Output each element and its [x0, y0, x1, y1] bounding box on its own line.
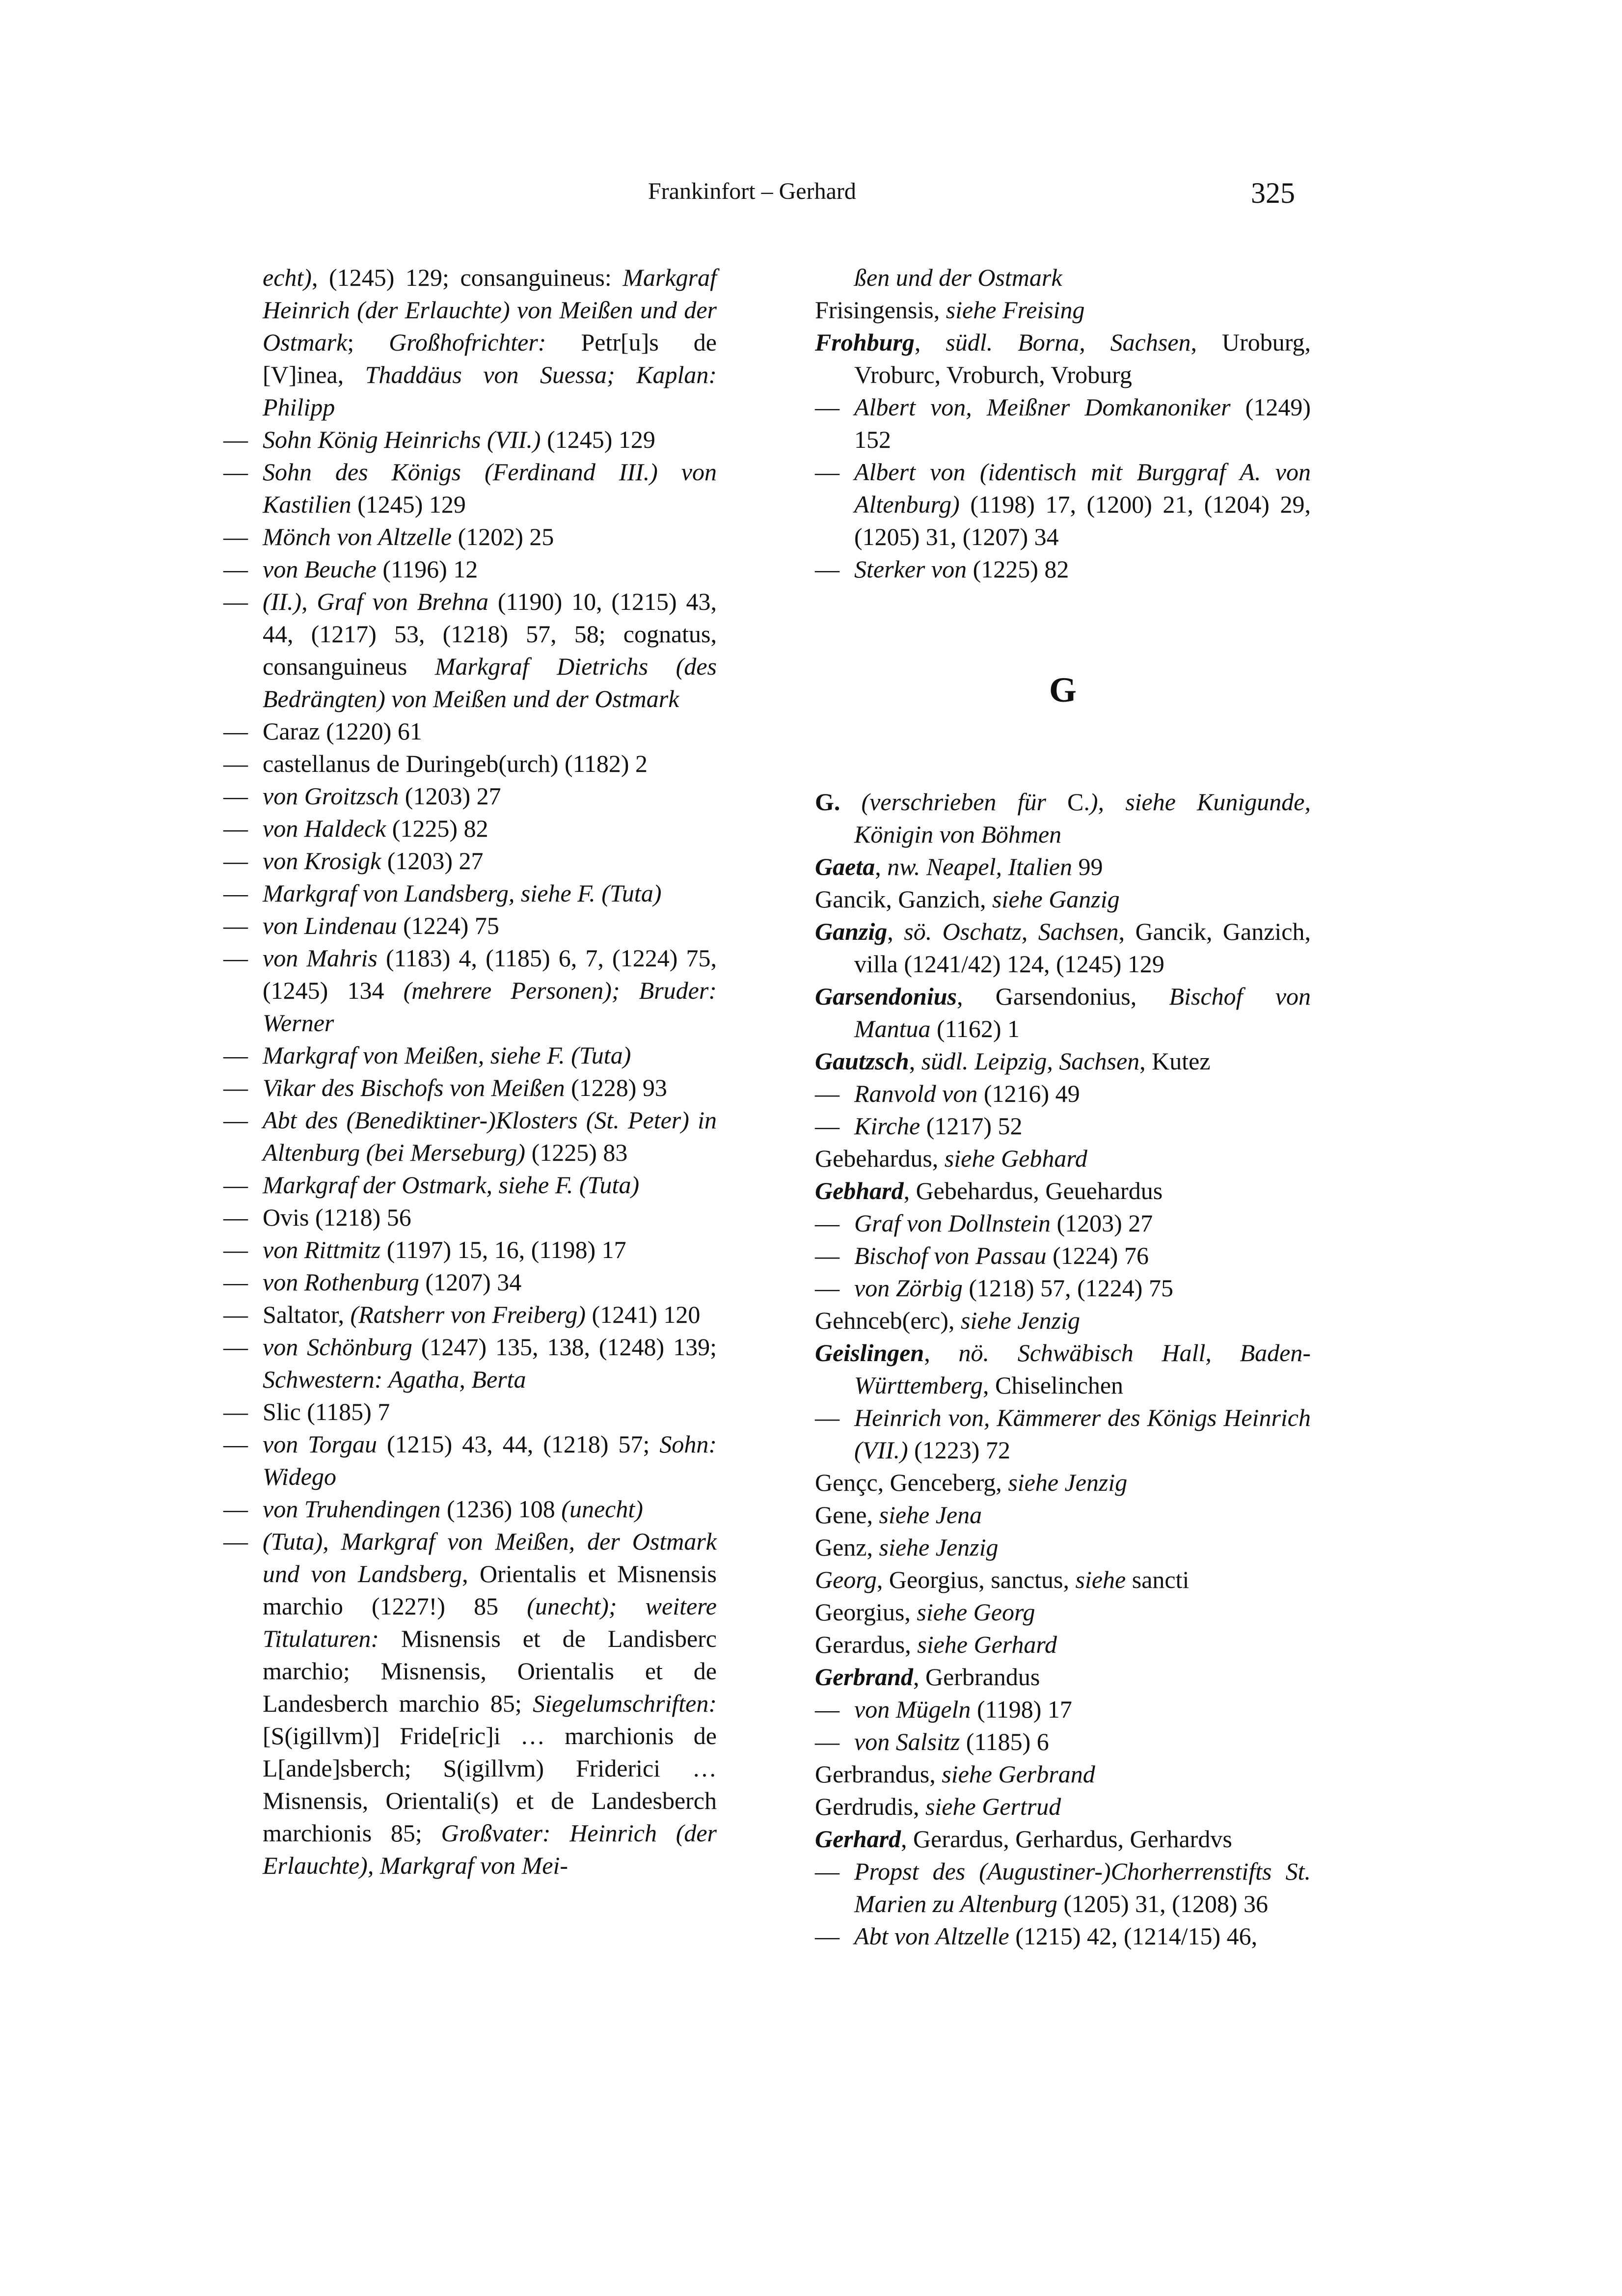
entry-text: Saltator, [263, 1301, 351, 1328]
subentry-dash: — [223, 426, 248, 453]
index-entry [815, 1466, 1311, 1499]
entry-text: siehe Gerbrand [942, 1760, 1095, 1788]
entry-text: (1225) 82 [386, 815, 488, 842]
subentry-dash: — [815, 1922, 839, 1950]
entry-text: sancti [1126, 1566, 1189, 1593]
entry-text: Kirche [854, 1112, 920, 1140]
subentry-dash: — [223, 523, 248, 550]
entry-text: siehe Jena [879, 1501, 982, 1529]
entry-text: (1203) 27 [1050, 1209, 1153, 1237]
entry-text: Gerdrudis, [815, 1793, 925, 1820]
entry-text: (1245) 129 [541, 426, 655, 453]
index-entry [815, 1661, 1311, 1693]
entry-text: siehe Jenzig [961, 1307, 1080, 1334]
left-column [223, 261, 717, 1882]
entry-text: , Garsendonius, [957, 983, 1169, 1010]
index-entry [815, 1499, 1311, 1531]
entry-text: (1249) 152 [854, 393, 1311, 453]
entry-text: (1225) 82 [967, 555, 1069, 583]
subentry-dash: — [815, 1242, 839, 1269]
entry-text: ; [347, 328, 389, 356]
index-entry [815, 326, 1311, 391]
subentry-dash: — [223, 1203, 248, 1231]
entry-text: (Tuta), Markgraf von Meißen, der Ostmark und von Landsberg [263, 1528, 717, 1587]
entry-text: (unecht); weitere Titulaturen: [263, 1592, 717, 1652]
index-subentry [223, 942, 717, 1039]
subentry-dash: — [223, 1268, 248, 1296]
subentry-dash: — [223, 1171, 248, 1199]
page-number: 325 [1251, 177, 1295, 209]
entry-text: Heinrich von, Kämmerer des Königs Heinrich (VII.) [854, 1404, 1311, 1464]
entry-text: Mönch von Altzelle [263, 523, 452, 550]
entry-text: Sohn: Widego [263, 1430, 717, 1490]
entry-text: (1216) 49 [977, 1080, 1080, 1107]
entry-text: (1247) 135, 138, (1248) 139; [412, 1333, 717, 1361]
entry-text: von Mahris [263, 944, 378, 972]
entry-text: von Haldeck [263, 815, 386, 842]
entry-text: (1196) 12 [376, 555, 478, 583]
lemma-headword: Ganzig [815, 918, 888, 945]
right-column [815, 261, 1311, 1952]
entry-text: sö. Oschatz, Sachsen [904, 918, 1119, 945]
entry-text: (1217) 52 [920, 1112, 1023, 1140]
entry-text: von Lindenau [263, 912, 397, 939]
subentry-dash: — [223, 1430, 248, 1458]
entry-text: (1223) 72 [908, 1436, 1010, 1464]
index-subentry [815, 1207, 1311, 1239]
entry-text: Markgraf Heinrich (der Erlauchte) von Meißen und der Ostmark [263, 264, 717, 356]
entry-text: Bischof von Mantua [854, 983, 1311, 1042]
entry-text: Sterker von [854, 555, 967, 583]
index-subentry [223, 1169, 717, 1201]
subentry-dash: — [223, 1236, 248, 1263]
entry-text: C. [1046, 788, 1090, 816]
entry-text: von Schönburg [263, 1333, 412, 1361]
subentry-dash: — [815, 1209, 839, 1237]
subentry-dash: — [223, 588, 248, 615]
entry-text: siehe [1075, 1566, 1126, 1593]
entry-text: siehe Jenzig [879, 1533, 999, 1561]
entry-text: (1202) 25 [452, 523, 554, 550]
entry-text: Ovis (1218) 56 [263, 1203, 411, 1231]
index-subentry [223, 553, 717, 585]
subentry-dash: — [815, 1404, 839, 1431]
entry-text: südl. Borna, Sachsen [946, 328, 1191, 356]
entry-text: siehe Gertrud [925, 1793, 1061, 1820]
index-entry [815, 883, 1311, 915]
index-subentry [223, 1104, 717, 1169]
entry-text: (mehrere Personen); Bruder: Werner [263, 977, 717, 1037]
index-subentry [815, 391, 1311, 456]
entry-text: 99 [1072, 853, 1103, 880]
entry-text: echt) [263, 264, 312, 291]
index-subentry [815, 456, 1311, 553]
index-subentry [815, 553, 1311, 585]
entry-text: (verschrieben für [861, 788, 1046, 816]
entry-text: Slic (1185) 7 [263, 1398, 390, 1425]
lemma-headword: Gaeta [815, 853, 875, 880]
index-subentry [223, 456, 717, 520]
entry-text: (1245) 129 [351, 491, 466, 518]
entry-text [840, 788, 861, 816]
entry-text: von Rittmitz [263, 1236, 381, 1263]
entry-text: nö. Schwäbisch Hall, Baden-Württemberg [854, 1339, 1311, 1399]
index-subentry [223, 877, 717, 909]
entry-text: Gençc, Genceberg, [815, 1469, 1008, 1496]
entry-text: von Truhendingen [263, 1495, 441, 1523]
entry-text: (1205) 31, (1208) 36 [1057, 1890, 1268, 1917]
index-subentry [815, 1110, 1311, 1142]
index-subentry [223, 1493, 717, 1525]
index-subentry [223, 780, 717, 812]
index-subentry [223, 1071, 717, 1104]
entry-text: (1183) 4, (1185) 6, 7, (1224) 75, (1245) 134 [263, 944, 717, 1004]
subentry-dash: — [815, 1858, 839, 1885]
entry-text: Albert von (identisch mit Burggraf A. von Altenburg) [854, 458, 1311, 518]
entry-text: Großvater: Heinrich (der Erlauchte), Markgraf von Mei- [263, 1819, 717, 1879]
right-column-entries-g [815, 786, 1311, 1952]
index-subentry [815, 1725, 1311, 1758]
entry-text: siehe Gerhard [917, 1631, 1057, 1658]
subentry-dash: — [815, 555, 839, 583]
subentry-dash: — [223, 1041, 248, 1069]
entry-text: (1241) 120 [586, 1301, 701, 1328]
entry-text: Großhofrichter: [389, 328, 546, 356]
lemma-headword: Garsendonius [815, 983, 957, 1010]
entry-text: [S(igillvm)] Fride[ric]i … marchionis de L[ande]sberch; S(igillvm) Friderici … Misnensis, Orientali(s) et de Landesberch marchionis 85; [263, 1722, 717, 1847]
index-entry [815, 1045, 1311, 1077]
entry-text: (1197) 15, 16, (1198) 17 [380, 1236, 626, 1263]
index-entry [815, 1563, 1311, 1596]
entry-text: (1185) 6 [960, 1728, 1049, 1755]
entry-text: (1215) 42, (1214/15) 46, [1009, 1922, 1258, 1950]
entry-text: Gebehardus, [815, 1145, 945, 1172]
index-subentry [223, 812, 717, 845]
entry-text: Gene, [815, 1501, 879, 1529]
entry-text: Siegelumschriften: [533, 1690, 717, 1717]
entry-text: , Kutez [1139, 1047, 1211, 1075]
entry-text: , Georgius, sanctus, [876, 1566, 1076, 1593]
subentry-dash: — [223, 1528, 248, 1555]
index-subentry [223, 1201, 717, 1233]
entry-text: castellanus de Duringeb(urch) (1182) 2 [263, 750, 648, 777]
entry-text: Markgraf Dietrichs (des Bedrängten) von Meißen und der Ostmark [263, 653, 717, 712]
lemma-headword: Frohburg [815, 328, 915, 356]
entry-text: (1228) 93 [565, 1074, 667, 1101]
entry-text: von Salsitz [854, 1728, 960, 1755]
entry-text: Thaddäus von Suessa; Kaplan: Philipp [263, 361, 717, 421]
index-subentry [223, 845, 717, 877]
entry-text: , [909, 1047, 921, 1075]
index-subentry [223, 1266, 717, 1298]
entry-text: Schwestern: Agatha, Berta [263, 1366, 526, 1393]
entry-text: Gehnceb(erc), [815, 1307, 961, 1334]
index-entry [815, 1175, 1311, 1207]
index-subentry [223, 585, 717, 715]
entry-text: (1236) 108 [440, 1495, 562, 1523]
entry-text: , [875, 853, 888, 880]
entry-text: Sohn König Heinrichs (VII.) [263, 426, 541, 453]
entry-text: , Gebehardus, Geuehardus [903, 1177, 1163, 1204]
entry-text: Markgraf der Ostmark, siehe F. (Tuta) [263, 1171, 640, 1199]
index-subentry [223, 1525, 717, 1882]
index-entry [815, 1758, 1311, 1790]
entry-text: , Gancik, Ganzich, villa (1241/42) 124, (1245) 129 [854, 918, 1311, 978]
subentry-dash: — [223, 555, 248, 583]
index-entry [815, 1823, 1311, 1855]
entry-text: Sohn des Königs (Ferdinand III.) von Kastilien [263, 458, 717, 518]
subentry-dash: — [223, 782, 248, 810]
entry-text: G. [815, 788, 840, 816]
entry-text: (1218) 57, (1224) 75 [962, 1274, 1173, 1302]
entry-text: (1162) 1 [930, 1015, 1020, 1042]
subentry-dash: — [815, 1695, 839, 1723]
entry-text: Propst des (Augustiner-)Chorherrenstifts St. Marien zu Altenburg [854, 1858, 1311, 1917]
running-head: Frankinfort – Gerhard [648, 178, 856, 204]
subentry-dash: — [815, 458, 839, 486]
entry-text: von Beuche [263, 555, 377, 583]
entry-text: (1224) 76 [1046, 1242, 1149, 1269]
index-entry-continuation [223, 261, 717, 423]
index-subentry [223, 909, 717, 942]
entry-text: ßen und der Ostmark [854, 264, 1062, 291]
index-subentry [223, 1298, 717, 1331]
entry-text: Albert von, Meißner Domkanoniker [854, 393, 1231, 421]
index-entry [815, 1337, 1311, 1401]
index-entry [815, 915, 1311, 980]
entry-text: , [887, 918, 904, 945]
index-entry [815, 1531, 1311, 1563]
index-subentry [223, 423, 717, 456]
entry-text: südl. Leipzig, Sachsen [921, 1047, 1140, 1075]
entry-text: , Gerardus, Gerhardus, Gerhardvs [901, 1825, 1232, 1853]
entry-text: , [914, 328, 946, 356]
lemma-headword: Geislingen [815, 1339, 924, 1367]
subentry-dash: — [815, 1274, 839, 1302]
subentry-dash: — [223, 1106, 248, 1134]
entry-text: Caraz (1220) 61 [263, 717, 422, 745]
index-subentry [815, 1693, 1311, 1725]
section-letter: G [1049, 670, 1077, 710]
entry-text: , (1245) 129; consanguineus: [311, 264, 623, 291]
entry-text: Gancik, Ganzich, [815, 885, 992, 913]
index-subentry [223, 1331, 717, 1395]
entry-text: Ranvold von [854, 1080, 978, 1107]
entry-text: Abt von Altzelle [854, 1922, 1009, 1950]
entry-text: Misnensis et de Landisberc marchio; Misnensis, Orientalis et de Landesberch marchio 85; [263, 1625, 717, 1717]
entry-text: Gerbrandus, [815, 1760, 942, 1788]
index-entry [815, 294, 1311, 326]
entry-text: , Orientalis et Misnensis marchio (1227!) 85 [263, 1560, 717, 1620]
entry-text: , Uroburg, Vroburc, Vroburch, Vroburg [854, 328, 1311, 388]
lemma-headword: Gerbrand [815, 1663, 914, 1691]
index-subentry [815, 1855, 1311, 1920]
entry-text: (unecht) [561, 1495, 643, 1523]
index-entry [815, 1304, 1311, 1337]
index-entry [815, 786, 1311, 850]
index-entry [815, 1142, 1311, 1175]
subentry-dash: — [223, 879, 248, 907]
lemma-headword: Gautzsch [815, 1047, 909, 1075]
entry-text: siehe Gebhard [944, 1145, 1087, 1172]
entry-text: (1224) 75 [397, 912, 499, 939]
index-subentry [815, 1239, 1311, 1272]
entry-text: Markgraf von Meißen, siehe F. (Tuta) [263, 1041, 631, 1069]
entry-text: Frisingensis, [815, 296, 946, 324]
subentry-dash: — [223, 750, 248, 777]
subentry-dash: — [815, 1112, 839, 1140]
index-entry [815, 850, 1311, 883]
entry-text: Georgius, [815, 1598, 917, 1626]
index-subentry [815, 1920, 1311, 1952]
lemma-headword: Gebhard [815, 1177, 904, 1204]
entry-text: Genz, [815, 1533, 879, 1561]
index-entry [815, 1790, 1311, 1823]
index-entry [815, 980, 1311, 1045]
index-entry [815, 1628, 1311, 1661]
entry-text: nw. Neapel, Italien [887, 853, 1072, 880]
index-subentry [223, 747, 717, 780]
subentry-dash: — [815, 393, 839, 421]
entry-text: , Chiselinchen [983, 1371, 1124, 1399]
entry-text: von Rothenburg [263, 1268, 419, 1296]
right-column-entries-top [815, 261, 1311, 585]
subentry-dash: — [223, 1398, 248, 1425]
entry-text: Graf von Dollnstein [854, 1209, 1051, 1237]
entry-text: (1225) 83 [525, 1139, 628, 1166]
index-subentry [223, 1039, 717, 1071]
subentry-dash: — [223, 1333, 248, 1361]
entry-text: von Torgau [263, 1430, 377, 1458]
entry-text: (II.), Graf von Brehna [263, 588, 489, 615]
entry-text: Petr[u]s de [V]inea, [263, 328, 717, 388]
subentry-dash: — [223, 717, 248, 745]
index-subentry [223, 1233, 717, 1266]
entry-text: (1203) 27 [381, 847, 484, 875]
entry-text: Abt des (Benediktiner-)Klosters (St. Peter) in Altenburg (bei Merseburg) [263, 1106, 717, 1166]
entry-text: (1198) 17, (1200) 21, (1204) 29, (1205) 31, (1207) 34 [854, 491, 1311, 550]
entry-text: Bischof von Passau [854, 1242, 1047, 1269]
subentry-dash: — [223, 944, 248, 972]
entry-text: Markgraf von Landsberg, siehe F. (Tuta) [263, 879, 662, 907]
entry-text: Vikar des Bischofs von Meißen [263, 1074, 565, 1101]
entry-text: (Ratsherr von Freiberg) [350, 1301, 586, 1328]
entry-text: von Groitzsch [263, 782, 399, 810]
entry-text: siehe Georg [917, 1598, 1035, 1626]
subentry-dash: — [223, 912, 248, 939]
entry-text: von Mügeln [854, 1695, 971, 1723]
index-subentry [223, 715, 717, 747]
index-subentry [815, 1077, 1311, 1110]
index-entry-continuation [815, 261, 1311, 294]
lemma-headword: Gerhard [815, 1825, 901, 1853]
subentry-dash: — [223, 1074, 248, 1101]
subentry-dash: — [815, 1728, 839, 1755]
entry-text: von Krosigk [263, 847, 381, 875]
index-subentry [223, 1428, 717, 1493]
entry-text: , Gerbrandus [913, 1663, 1040, 1691]
subentry-dash: — [815, 1080, 839, 1107]
subentry-dash: — [223, 1301, 248, 1328]
entry-text: siehe Ganzig [992, 885, 1120, 913]
index-subentry [815, 1272, 1311, 1304]
entry-text: siehe Jenzig [1008, 1469, 1128, 1496]
entry-text: ), siehe Kunigunde, Königin von Böhmen [854, 788, 1311, 848]
subentry-dash: — [223, 815, 248, 842]
index-subentry [223, 520, 717, 553]
subentry-dash: — [223, 1495, 248, 1523]
entry-text: siehe Freising [946, 296, 1085, 324]
entry-text: (1198) 17 [971, 1695, 1072, 1723]
subentry-dash: — [223, 458, 248, 486]
index-entry [815, 1596, 1311, 1628]
index-subentry [223, 1395, 717, 1428]
entry-text: Georg [815, 1566, 877, 1593]
index-subentry [815, 1401, 1311, 1466]
entry-text: (1215) 43, 44, (1218) 57; [377, 1430, 660, 1458]
entry-text: (1207) 34 [419, 1268, 522, 1296]
entry-text: (1203) 27 [399, 782, 501, 810]
entry-text: Gerardus, [815, 1631, 918, 1658]
entry-text: , [924, 1339, 959, 1367]
entry-text: von Zörbig [854, 1274, 963, 1302]
subentry-dash: — [223, 847, 248, 875]
entry-text: (1190) 10, (1215) 43, 44, (1217) 53, (1218) 57, 58; cognatus, consanguineus [263, 588, 717, 680]
